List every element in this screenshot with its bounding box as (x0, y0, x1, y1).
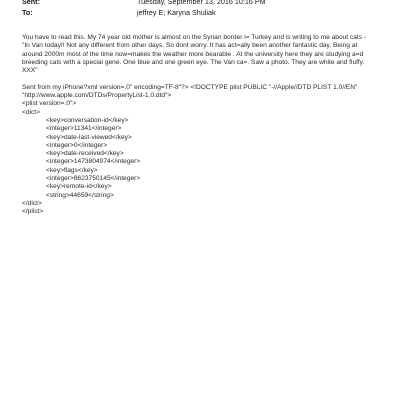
to-value: jeffrey E; Karyna Shuliak (137, 8, 216, 17)
dict-open-line: <dict> (22, 108, 40, 116)
plist-block (22, 100, 384, 216)
plist-key-line: <key>flags</key> (46, 166, 98, 174)
plist-close-line: </plist> (22, 208, 44, 216)
plist-value-line: <integer>1473804974</integer> (46, 158, 141, 166)
body-line: around 2000m most of the time now=makes the weather more bearable . At the university here they are studying a=d (22, 50, 364, 58)
body-line: XXX" (22, 67, 38, 75)
sent-value: Tuesday, September 13, 2016 10:16 PM (137, 0, 266, 6)
body-line: "http://www.apple.com/DTDs/PropertyList-1.0.dtd"> (22, 92, 172, 100)
body-line: "In Van today!! Not any different from other days. So dont worry. It has act=ally been another fantastic day. Being at (22, 42, 358, 50)
signature-paragraph (22, 84, 384, 101)
plist-key-line: <key>remote-id</key> (46, 183, 112, 191)
plist-key-line: <key>date-last-viewed</key> (46, 133, 132, 141)
to-label: To: (22, 8, 33, 17)
plist-key-line: <key>date-received</key> (46, 150, 124, 158)
to-row (22, 8, 392, 18)
plist-value-line: <integer>11341</integer> (46, 125, 122, 133)
plist-value-line: <string>44659</string> (46, 191, 114, 199)
sent-row (22, 0, 392, 7)
email-body (22, 34, 384, 217)
email-header (22, 0, 392, 20)
body-line: breeding cats with a special gene. One blue and one green eye. The Van ca=. Saw a photo. They are white and fluffy. (22, 58, 365, 66)
dict-close-line: </dict> (22, 199, 42, 207)
plist-key-line: <key>conversation-id</key> (46, 116, 129, 124)
body-line: You have to read this. My 74 year old mother is almost on the Syrian border i= Turkey and is writing to me about cats - (22, 34, 367, 41)
plist-open-line: <plist version=.0"> (22, 100, 77, 108)
plist-value-line: <integer>8623750145</integer> (46, 175, 141, 183)
sent-label: Sent: (22, 0, 40, 6)
body-line: Sent from my iPhone?xml version=.0" encoding=TF-8"?> <!DOCTYPE plist PUBLIC "-//Apple//DTD PLIST 1.0//EN" (22, 83, 358, 91)
message-paragraph (22, 34, 384, 75)
plist-value-line: <integer>0</integer> (46, 141, 108, 149)
